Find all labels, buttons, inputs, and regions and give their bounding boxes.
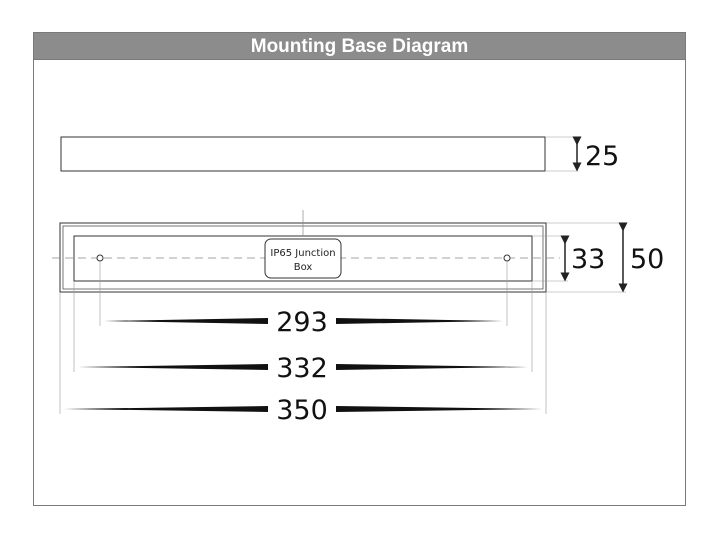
hole-spacing-arrow-right — [336, 318, 503, 324]
side-height-label: 25 — [585, 141, 620, 172]
side-view-profile — [61, 137, 545, 171]
junction-box-label-line1: IP65 Junction — [270, 248, 336, 259]
hole-spacing-label: 293 — [276, 307, 328, 338]
outer-width-label: 350 — [276, 395, 328, 426]
inner-width-label: 332 — [276, 353, 328, 384]
outer-width-arrow-left — [64, 406, 268, 412]
hole-spacing-arrow-left — [104, 318, 268, 324]
outer-width-arrow-right — [336, 406, 542, 412]
inner-width-arrow-left — [78, 364, 268, 370]
outer-height-label: 50 — [630, 244, 665, 275]
diagram-title: Mounting Base Diagram — [34, 33, 685, 60]
mounting-hole-left — [97, 255, 103, 261]
junction-box-label-line2: Box — [293, 262, 313, 273]
inner-width-arrow-right — [336, 364, 528, 370]
mounting-hole-right — [504, 255, 510, 261]
inner-height-label: 33 — [571, 244, 606, 275]
